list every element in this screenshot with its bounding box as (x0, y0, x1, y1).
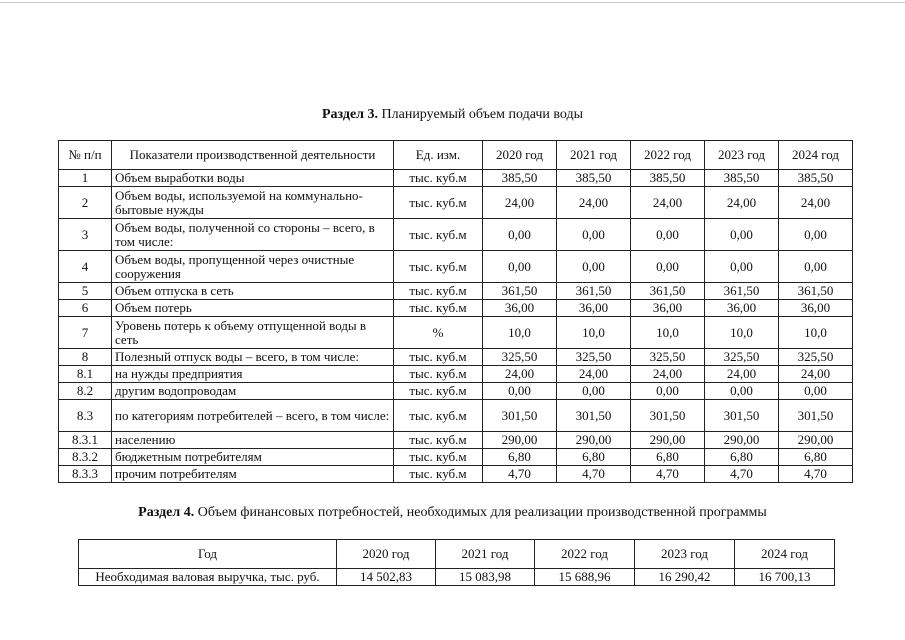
section4-header-row (79, 540, 835, 569)
table-row (59, 383, 853, 400)
value-2021: 301,50 (557, 400, 631, 432)
value-2021: 6,80 (557, 449, 631, 466)
row-num: 7 (59, 317, 112, 349)
unit-cell: тыс. куб.м (394, 187, 483, 219)
value-2023: 290,00 (705, 432, 779, 449)
value-2021: 24,00 (557, 187, 631, 219)
revenue-label: Необходимая валовая выручка, тыс. руб. (79, 569, 337, 586)
revenue-2020: 14 502,83 (337, 569, 436, 586)
unit-cell: тыс. куб.м (394, 400, 483, 432)
indicator-name: по категориям потребителей – всего, в том числе: (112, 400, 394, 432)
revenue-2024: 16 700,13 (735, 569, 835, 586)
row-num: 2 (59, 187, 112, 219)
value-2020: 325,50 (483, 349, 557, 366)
indicator-name: прочим потребителям (112, 466, 394, 483)
value-2022: 36,00 (631, 300, 705, 317)
unit-cell: тыс. куб.м (394, 300, 483, 317)
value-2024: 325,50 (779, 349, 853, 366)
value-2024: 0,00 (779, 383, 853, 400)
value-2020: 290,00 (483, 432, 557, 449)
value-2024: 385,50 (779, 170, 853, 187)
value-2024: 0,00 (779, 251, 853, 283)
column-header-indicator: Показатели производственной деятельности (112, 141, 394, 170)
value-2021: 0,00 (557, 219, 631, 251)
row-num: 3 (59, 219, 112, 251)
value-2023: 0,00 (705, 219, 779, 251)
row-num: 4 (59, 251, 112, 283)
value-2021: 10,0 (557, 317, 631, 349)
value-2021: 4,70 (557, 466, 631, 483)
column-header-2022: 2022 год (631, 141, 705, 170)
value-2024: 36,00 (779, 300, 853, 317)
indicator-name: бюджетным потребителям (112, 449, 394, 466)
unit-cell: тыс. куб.м (394, 349, 483, 366)
section4-title-text: Объем финансовых потребностей, необходимых для реализации производственной программы (194, 505, 767, 520)
indicator-name: Объем воды, пропущенной через очистные сооружения (112, 251, 394, 283)
value-2024: 10,0 (779, 317, 853, 349)
value-2020: 0,00 (483, 383, 557, 400)
unit-cell: тыс. куб.м (394, 466, 483, 483)
value-2020: 0,00 (483, 219, 557, 251)
row-num: 1 (59, 170, 112, 187)
section3-heading (0, 107, 905, 123)
unit-cell: % (394, 317, 483, 349)
value-2021: 0,00 (557, 251, 631, 283)
value-2022: 0,00 (631, 383, 705, 400)
year-2020-header: 2020 год (337, 540, 436, 569)
indicator-name: Объем воды, используемой на коммунально-бытовые нужды (112, 187, 394, 219)
row-num: 8.1 (59, 366, 112, 383)
value-2023: 385,50 (705, 170, 779, 187)
value-2021: 24,00 (557, 366, 631, 383)
indicator-name: Объем выработки воды (112, 170, 394, 187)
unit-cell: тыс. куб.м (394, 366, 483, 383)
value-2022: 0,00 (631, 219, 705, 251)
year-2024-header: 2024 год (735, 540, 835, 569)
value-2023: 301,50 (705, 400, 779, 432)
year-header: Год (79, 540, 337, 569)
indicator-name: Объем отпуска в сеть (112, 283, 394, 300)
column-header-unit: Ед. изм. (394, 141, 483, 170)
value-2020: 301,50 (483, 400, 557, 432)
value-2021: 325,50 (557, 349, 631, 366)
value-2021: 0,00 (557, 383, 631, 400)
row-num: 8.3.3 (59, 466, 112, 483)
column-header-2021: 2021 год (557, 141, 631, 170)
value-2024: 361,50 (779, 283, 853, 300)
value-2020: 0,00 (483, 251, 557, 283)
value-2022: 24,00 (631, 366, 705, 383)
value-2021: 36,00 (557, 300, 631, 317)
value-2023: 24,00 (705, 366, 779, 383)
table-row (59, 283, 853, 300)
year-2022-header: 2022 год (535, 540, 635, 569)
unit-cell: тыс. куб.м (394, 432, 483, 449)
page-top-rule (0, 2, 905, 3)
table-row (59, 466, 853, 483)
row-num: 8.3 (59, 400, 112, 432)
value-2024: 6,80 (779, 449, 853, 466)
indicator-name: Полезный отпуск воды – всего, в том числе: (112, 349, 394, 366)
value-2023: 0,00 (705, 251, 779, 283)
table-row (59, 349, 853, 366)
indicator-name: населению (112, 432, 394, 449)
section4-table (78, 539, 835, 586)
indicator-name: на нужды предприятия (112, 366, 394, 383)
value-2020: 24,00 (483, 366, 557, 383)
row-num: 5 (59, 283, 112, 300)
unit-cell: тыс. куб.м (394, 383, 483, 400)
value-2022: 301,50 (631, 400, 705, 432)
value-2022: 361,50 (631, 283, 705, 300)
value-2020: 10,0 (483, 317, 557, 349)
table-row (59, 449, 853, 466)
value-2023: 325,50 (705, 349, 779, 366)
year-2021-header: 2021 год (436, 540, 535, 569)
value-2022: 0,00 (631, 251, 705, 283)
section3-title-bold: Раздел 3. (321, 107, 379, 122)
value-2022: 290,00 (631, 432, 705, 449)
value-2024: 0,00 (779, 219, 853, 251)
value-2022: 6,80 (631, 449, 705, 466)
column-header-2024: 2024 год (779, 141, 853, 170)
value-2020: 6,80 (483, 449, 557, 466)
column-header-num: № п/п (59, 141, 112, 170)
value-2024: 4,70 (779, 466, 853, 483)
revenue-2023: 16 290,42 (635, 569, 735, 586)
unit-cell: тыс. куб.м (394, 219, 483, 251)
unit-cell: тыс. куб.м (394, 283, 483, 300)
value-2021: 385,50 (557, 170, 631, 187)
unit-cell: тыс. куб.м (394, 170, 483, 187)
value-2020: 385,50 (483, 170, 557, 187)
column-header-2023: 2023 год (705, 141, 779, 170)
section3-header-row (59, 141, 853, 170)
table-row (59, 300, 853, 317)
value-2023: 361,50 (705, 283, 779, 300)
value-2020: 24,00 (483, 187, 557, 219)
section3-table (58, 140, 853, 483)
value-2023: 4,70 (705, 466, 779, 483)
value-2022: 10,0 (631, 317, 705, 349)
table-row (59, 187, 853, 219)
value-2021: 361,50 (557, 283, 631, 300)
indicator-name: Уровень потерь к объему отпущенной воды в сеть (112, 317, 394, 349)
value-2023: 0,00 (705, 383, 779, 400)
indicator-name: Объем воды, полученной со стороны – всего, в том числе: (112, 219, 394, 251)
value-2020: 36,00 (483, 300, 557, 317)
table-row (59, 432, 853, 449)
column-header-2020: 2020 год (483, 141, 557, 170)
table-row (59, 170, 853, 187)
table-row (59, 400, 853, 432)
row-num: 8.2 (59, 383, 112, 400)
value-2023: 24,00 (705, 187, 779, 219)
row-num: 8.3.1 (59, 432, 112, 449)
value-2023: 36,00 (705, 300, 779, 317)
section4-title-bold: Раздел 4. (138, 505, 195, 520)
value-2024: 24,00 (779, 366, 853, 383)
table-row (79, 569, 835, 586)
unit-cell: тыс. куб.м (394, 449, 483, 466)
value-2024: 301,50 (779, 400, 853, 432)
row-num: 8 (59, 349, 112, 366)
row-num: 6 (59, 300, 112, 317)
value-2023: 6,80 (705, 449, 779, 466)
section4-heading (0, 505, 905, 521)
year-2023-header: 2023 год (635, 540, 735, 569)
section3-title-text: Планируемый объем подачи воды (378, 107, 584, 122)
value-2024: 290,00 (779, 432, 853, 449)
revenue-2022: 15 688,96 (535, 569, 635, 586)
indicator-name: Объем потерь (112, 300, 394, 317)
value-2021: 290,00 (557, 432, 631, 449)
indicator-name: другим водопроводам (112, 383, 394, 400)
value-2022: 325,50 (631, 349, 705, 366)
unit-cell: тыс. куб.м (394, 251, 483, 283)
table-row (59, 317, 853, 349)
value-2024: 24,00 (779, 187, 853, 219)
table-row (59, 219, 853, 251)
value-2022: 385,50 (631, 170, 705, 187)
value-2022: 24,00 (631, 187, 705, 219)
table-row (59, 251, 853, 283)
row-num: 8.3.2 (59, 449, 112, 466)
value-2023: 10,0 (705, 317, 779, 349)
revenue-2021: 15 083,98 (436, 569, 535, 586)
value-2020: 4,70 (483, 466, 557, 483)
table-row (59, 366, 853, 383)
value-2020: 361,50 (483, 283, 557, 300)
value-2022: 4,70 (631, 466, 705, 483)
